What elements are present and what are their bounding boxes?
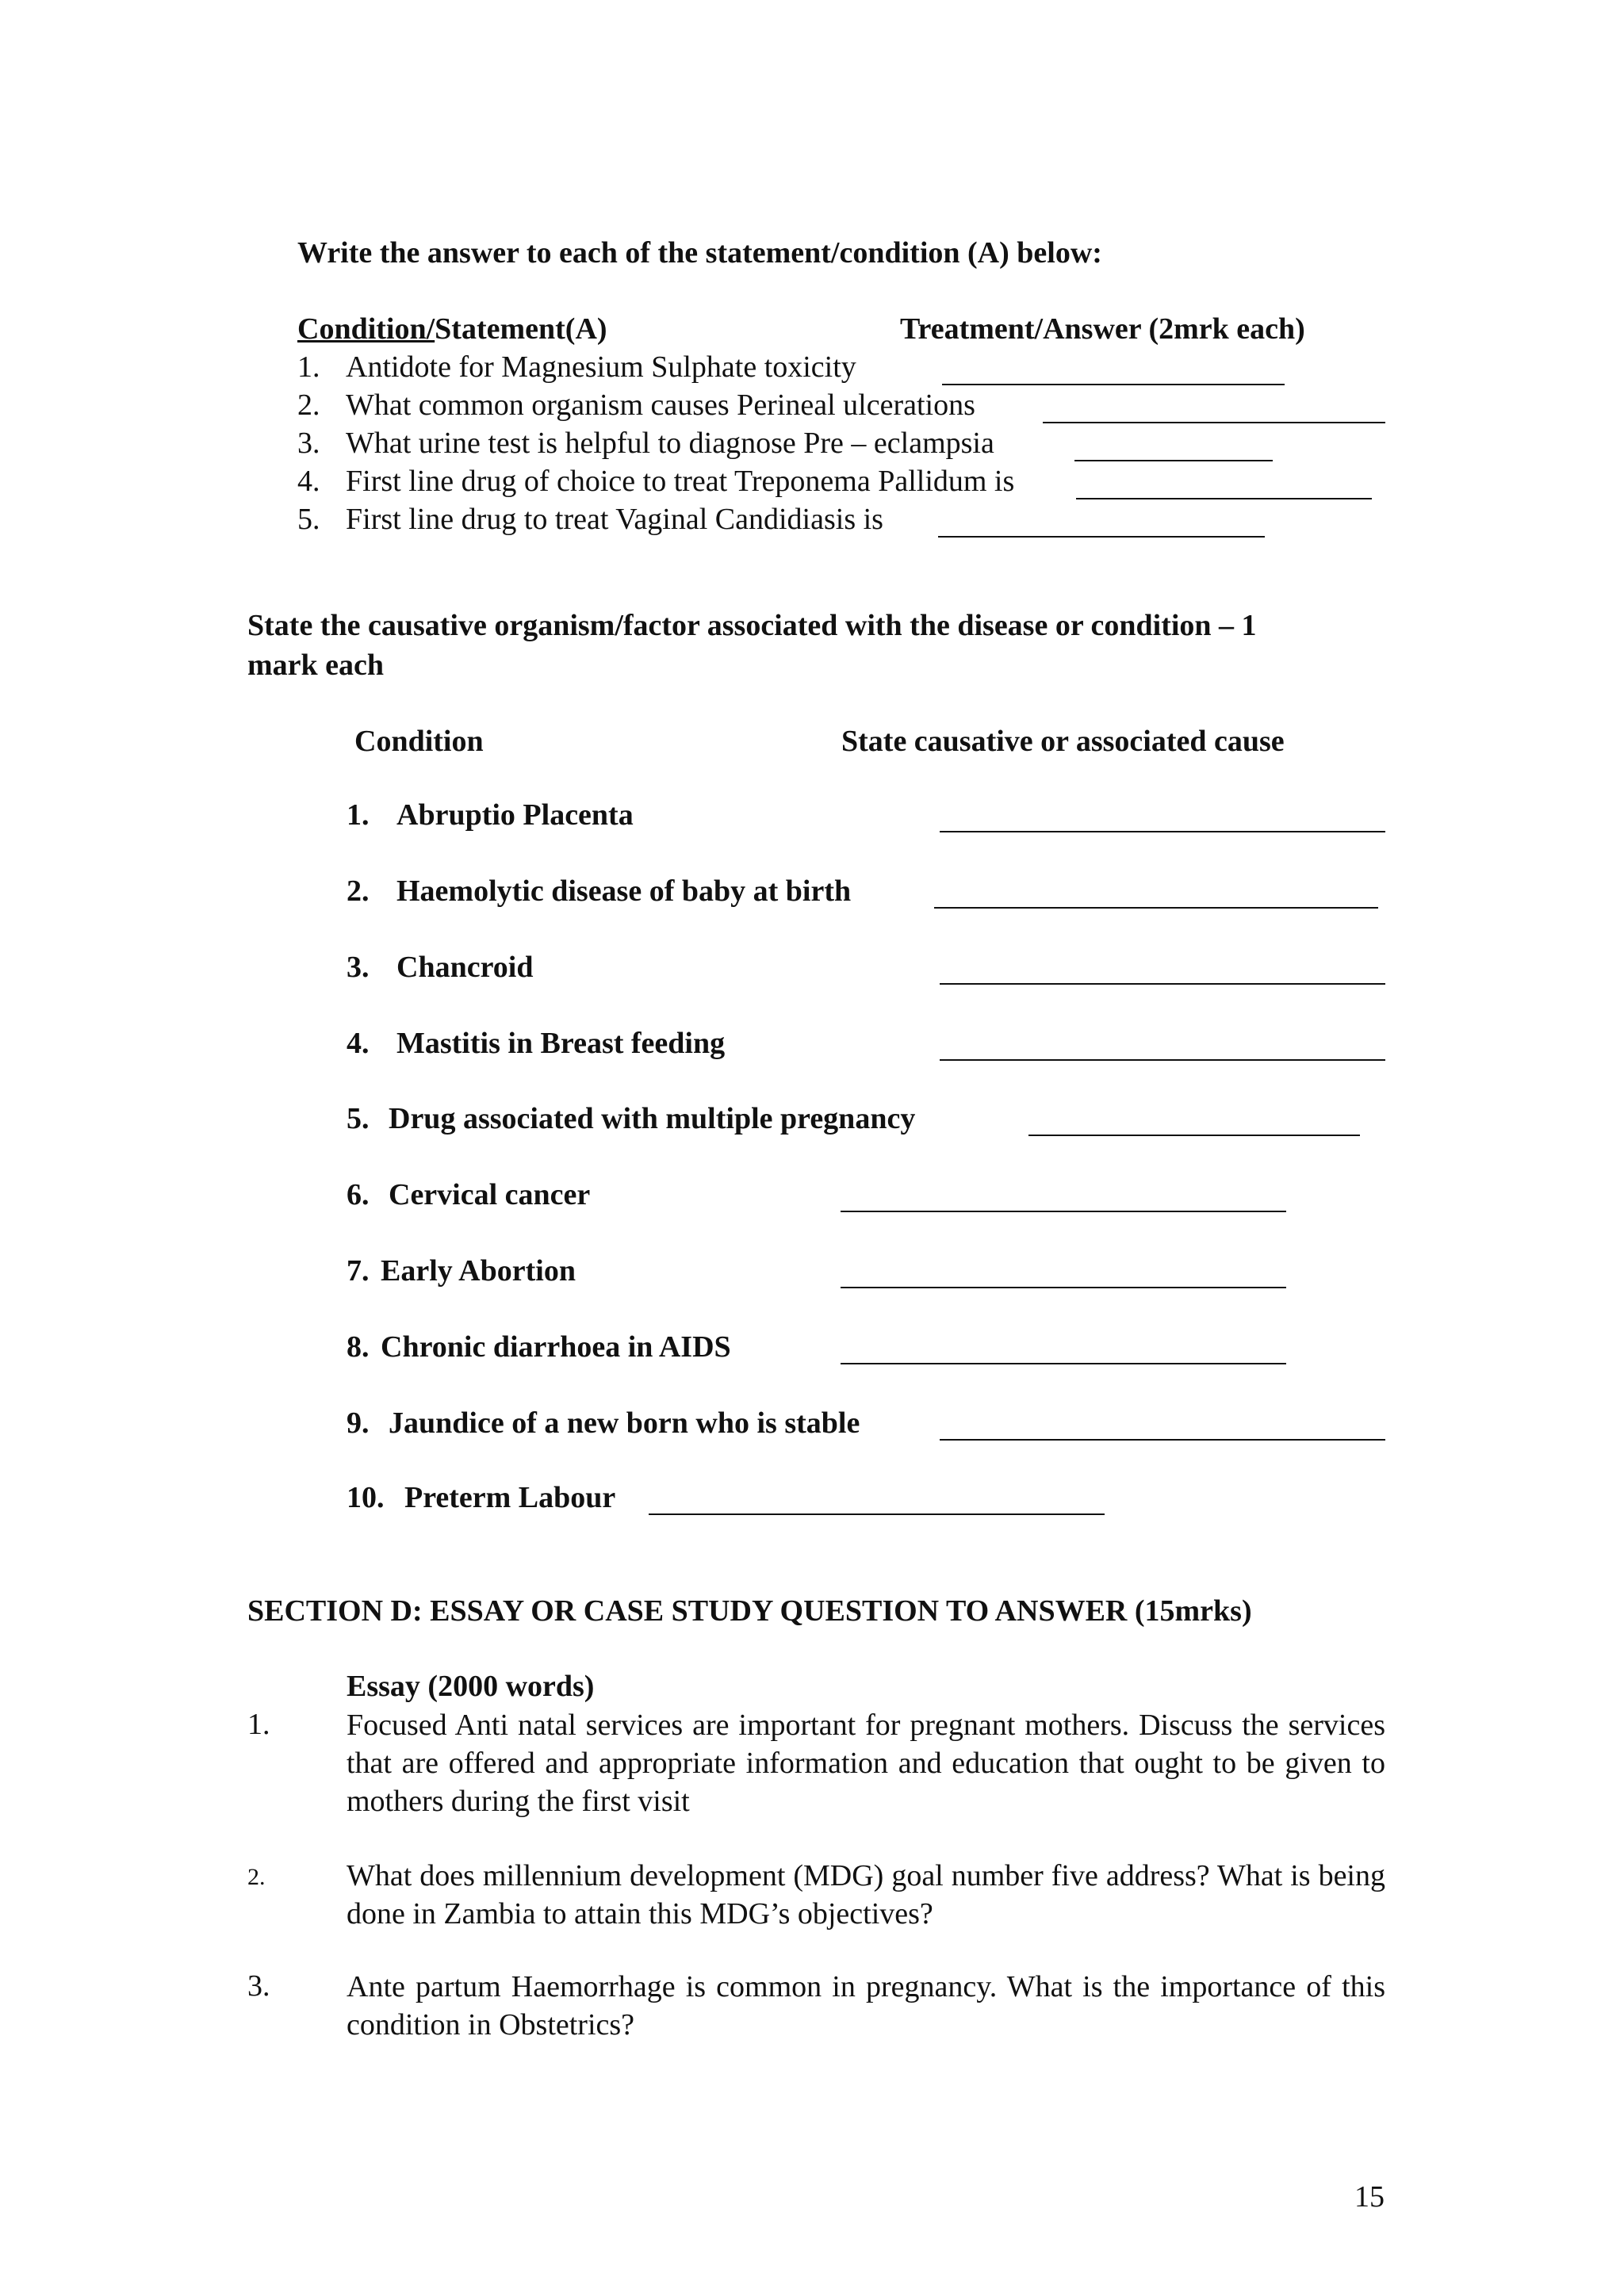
condition-text: Mastitis in Breast feeding (396, 1027, 726, 1060)
answer-blank[interactable] (940, 831, 1385, 832)
answer-blank[interactable] (1028, 1135, 1360, 1136)
condition-text: Drug associated with multiple pregnancy (389, 1102, 916, 1135)
answer-blank[interactable] (841, 1211, 1286, 1212)
section-d-heading: SECTION D: ESSAY OR CASE STUDY QUESTION TO ANSWER (15mrks) (247, 1594, 1252, 1628)
list-item-number: 5. (297, 503, 320, 536)
answer-blank[interactable] (942, 384, 1285, 385)
condition-number: 3. (347, 951, 370, 984)
condition-text: Preterm Labour (404, 1481, 616, 1514)
page-number: 15 (1354, 2180, 1385, 2214)
answer-blank[interactable] (940, 1439, 1385, 1441)
condition-text: Early Abortion (381, 1254, 576, 1288)
question-text: What does millennium development (MDG) goal number five address? What is being done in Zambia to attain this MDG’s objectives? (347, 1859, 1385, 1931)
condition-text: Abruptio Placenta (396, 798, 634, 832)
section-a-instruction: Write the answer to each of the statement/condition (A) below: (297, 236, 1102, 270)
section-b-col-left-header: Condition (354, 725, 484, 758)
condition-text: Chancroid (396, 951, 534, 984)
answer-blank[interactable] (934, 907, 1378, 909)
section-b-instruction-line1: State the causative organism/factor associated with the disease or condition – 1 (247, 609, 1257, 642)
condition-number: 9. (347, 1406, 370, 1440)
col-left-rest: Statement(A) (435, 312, 607, 346)
list-item-number: 3. (297, 427, 320, 460)
condition-number: 1. (347, 798, 370, 832)
condition-number: 4. (347, 1027, 370, 1060)
condition-text: Cervical cancer (389, 1178, 591, 1211)
condition-number: 6. (347, 1178, 370, 1211)
condition-number: 5. (347, 1102, 370, 1135)
list-item-number: 1. (297, 350, 320, 384)
section-d-subheading: Essay (2000 words) (347, 1670, 595, 1703)
list-item-text: What common organism causes Perineal ulcerations (346, 388, 975, 422)
answer-blank[interactable] (1074, 460, 1273, 461)
question-text: Focused Anti natal services are important for pregnant mothers. Discuss the services that are offered and appropriate information and education that ought to be given to mothers during the first visit (347, 1709, 1385, 1818)
section-a-col-left-header (297, 311, 607, 347)
list-item-number: 2. (297, 388, 320, 422)
list-item-text: Antidote for Magnesium Sulphate toxicity (346, 350, 856, 384)
question-number: 1. (247, 1708, 270, 1741)
answer-blank[interactable] (841, 1363, 1286, 1364)
answer-blank[interactable] (1076, 498, 1372, 499)
answer-blank[interactable] (940, 983, 1385, 985)
list-item-text: What urine test is helpful to diagnose Pre – eclampsia (346, 427, 994, 460)
answer-blank[interactable] (841, 1287, 1286, 1288)
question-number: 3. (247, 1969, 270, 2003)
condition-number: 7. (347, 1254, 370, 1288)
answer-blank[interactable] (940, 1059, 1385, 1061)
condition-number: 2. (347, 874, 370, 908)
section-b-col-right-header: State causative or associated cause (841, 725, 1285, 758)
question-text: Ante partum Haemorrhage is common in pregnancy. What is the importance of this condition in Obstetrics? (347, 1970, 1385, 2042)
answer-blank[interactable] (1043, 422, 1385, 423)
section-b-instruction-line2: mark each (247, 649, 385, 682)
condition-number: 8. (347, 1330, 370, 1364)
condition-text: Chronic diarrhoea in AIDS (381, 1330, 731, 1364)
list-item-text: First line drug to treat Vaginal Candidiasis is (346, 503, 883, 536)
section-a-col-right-header: Treatment/Answer (2mrk each) (900, 312, 1305, 346)
list-item-text: First line drug of choice to treat Treponema Pallidum is (346, 465, 1015, 498)
answer-blank[interactable] (938, 536, 1265, 538)
condition-text: Haemolytic disease of baby at birth (396, 874, 852, 908)
col-left-underlined: Condition/ (297, 312, 435, 346)
question-number: 2. (247, 1864, 266, 1890)
condition-text: Jaundice of a new born who is stable (389, 1406, 860, 1440)
list-item-number: 4. (297, 465, 320, 498)
condition-number: 10. (347, 1481, 385, 1514)
answer-blank[interactable] (649, 1513, 1105, 1515)
